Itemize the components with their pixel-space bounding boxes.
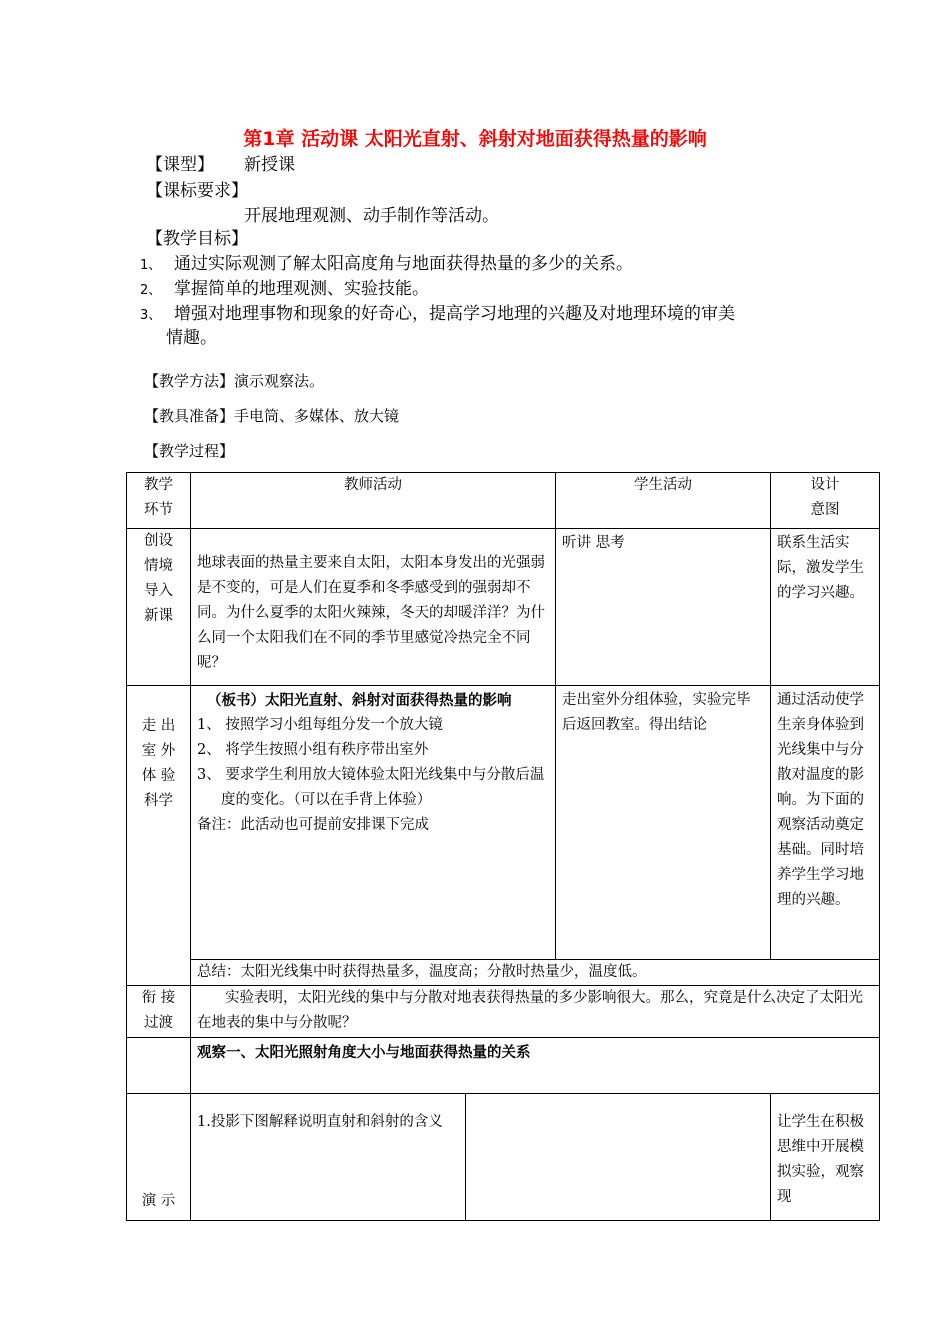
student-cell-outdoor: 走出室外分组体验，实验完毕后返回教室。得出结论 [556,686,771,960]
transition-cell: 实验表明，太阳光线的集中与分散对地表获得热量的多少影响很大。那么，究竟是什么决定了太阳光在地表的集中与分散呢？ [191,986,880,1038]
course-type-row [146,150,295,175]
stage-cell-demo: 演 示 [127,1094,191,1221]
teacher-note: 备注：此活动也可提前安排课下完成 [197,817,429,833]
figure-cell-demo [466,1094,771,1221]
page-title: 第1章 活动课 太阳光直射、斜射对地面获得热量的影响 [243,128,707,150]
teacher-cell-intro: 地球表面的热量主要来自太阳，太阳本身发出的光强弱是不变的，可是人们在夏季和冬季感受到的强弱却不同。为什么夏季的太阳火辣辣，冬天的却暖洋洋？为什么同一个太阳我们在不同的季节里感觉冷热完全不同呢？ [191,529,556,686]
method-line: 【教学方法】演示观察法。 [144,372,325,390]
student-cell-intro: 听讲 思考 [556,529,771,686]
design-cell-outdoor: 通过活动使学生亲身体验到光线集中与分散对温度的影响。为下面的观察活动奠定基础。同时培养学生学习地理的兴趣。 [771,686,880,960]
header-teacher: 教师活动 [191,473,556,529]
goal-item-1: 1、 通过实际观测了解太阳高度角与地面获得热量的多少的关系。 [140,254,633,274]
goal-item-2: 2、 掌握简单的地理观测、实验技能。 [140,279,429,299]
stage-cell-intro: 创设 情境 导入 新课 [127,529,191,686]
table-row [127,686,880,960]
standard-label: 【课标要求】 [146,181,248,201]
lesson-process-table [126,472,880,1221]
teacher-cell-demo: 1.投影下图解释说明直射和斜射的含义 [191,1094,466,1221]
goals-label: 【教学目标】 [146,229,248,249]
course-type-value: 新授课 [244,155,295,175]
header-student: 学生活动 [556,473,771,529]
table-row [127,1038,880,1094]
table-row [127,986,880,1038]
teacher-step-1: 1、 按照学习小组每组分发一个放大镜 [197,717,443,733]
design-cell-intro: 联系生活实际，激发学生的学习兴趣。 [771,529,880,686]
table-row [127,529,880,686]
summary-cell: 总结：太阳光线集中时获得热量多，温度高；分散时热量少，温度低。 [191,960,880,986]
observation-title-cell: 观察一、太阳光照射角度大小与地面获得热量的关系 [191,1038,880,1094]
table-header-row [127,473,880,529]
stage-cell-outdoor: 走 出 室 外 体 验 科学 [127,686,191,986]
standard-value: 开展地理观测、动手制作等活动。 [244,206,499,226]
goal-item-3-cont: 情趣。 [166,328,217,348]
header-stage: 教学 环节 [127,473,191,529]
teacher-cell-outdoor [191,686,556,960]
course-type-label: 【课型】 [146,155,214,175]
teacher-step-2: 2、 将学生按照小组有秩序带出室外 [197,742,429,758]
teacher-step-3: 3、 要求学生利用放大镜体验太阳光线集中与分散后温度的变化。（可以在手背上体验） [197,767,545,808]
table-row [127,1094,880,1221]
process-line: 【教学过程】 [144,442,235,460]
design-cell-demo: 让学生在积极思维中开展模拟实验，观察现 [771,1094,880,1221]
header-design: 设计 意图 [771,473,880,529]
table-row [127,960,880,986]
board-title: （板书）太阳光直射、斜射对面获得热量的影响 [207,692,512,709]
empty-stage-cell [127,1038,191,1094]
goal-item-3: 3、 增强对地理事物和现象的好奇心，提高学习地理的兴趣及对地理环境的审美 [140,304,735,324]
tools-line: 【教具准备】手电筒、多媒体、放大镜 [144,407,400,425]
stage-cell-transition: 衔 接 过渡 [127,986,191,1038]
